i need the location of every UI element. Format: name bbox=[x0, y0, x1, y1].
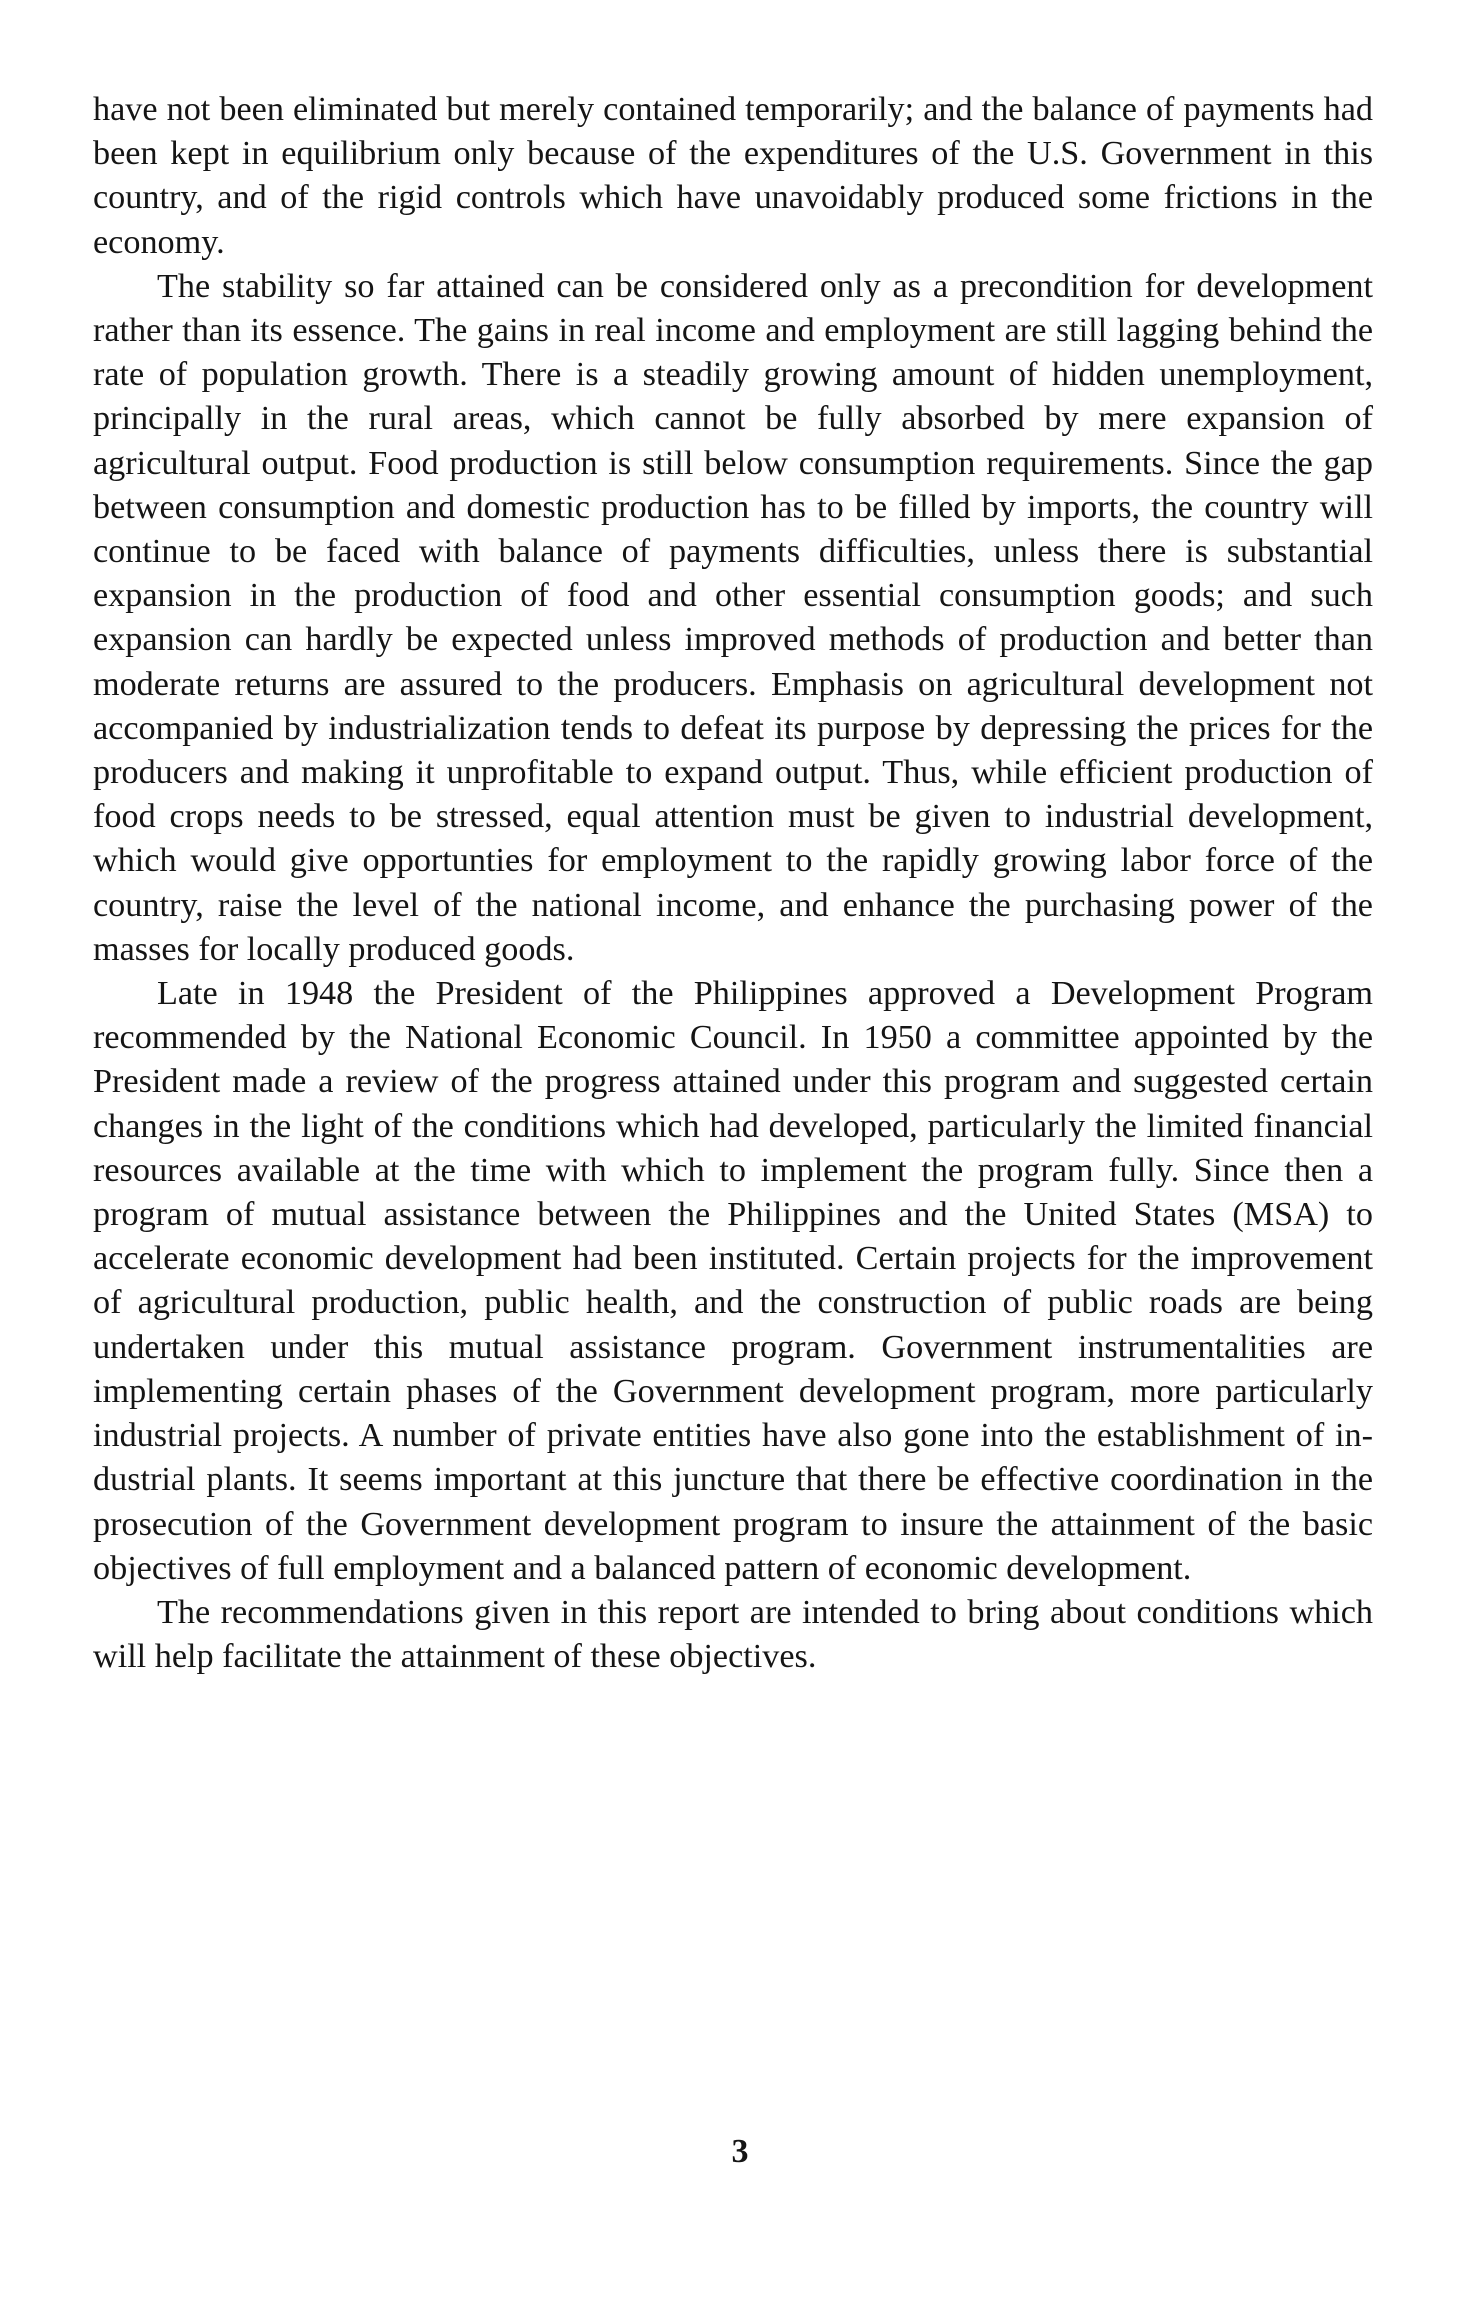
paragraph-development-program: Late in 1948 the President of the Philippines approved a Development Program recommended by the National Economic Council. In 1950 a committee appointed by the President made a review of the progress attained under this program and suggested certain changes in the light of the conditions which had developed, particularly the limited financial resources available at the time with which to implement the program fully. Since then a program of mutual assistance between the Philippines and the United States (MSA) to accelerate economic development had been instituted. Certain projects for the improvement of agricultural production, public health, and the construction of public roads are being undertaken under this mutual assistance program. Government instrumentalities are implementing certain phases of the Government development program, more particularly industrial projects. A number of private entities have also gone into the establishment of industrial plants. It seems important at this juncture that there be effective coordination in the prosecution of the Government development program to insure the attainment of the basic objectives of full employment and a balanced pattern of economic development. bbox=[93, 975, 1373, 1587]
document-page bbox=[93, 88, 1373, 1679]
paragraph-recommendations: The recommendations given in this report are intended to bring about conditions which will help facilitate the attainment of these objectives. bbox=[93, 1593, 1373, 1676]
paragraph-continuation: have not been eliminated but merely contained temporarily; and the balance of payments had been kept in equilibrium only because of the expenditures of the U.S. Government in this country, and of the rigid controls which have unavoidably produced some frictions in the economy. bbox=[93, 91, 1373, 261]
paragraph-stability: The stability so far attained can be considered only as a precondition for development rather than its essence. The gains in real income and employment are still lagging behind the rate of population growth. There is a steadily growing amount of hidden unemployment, principally in the rural areas, which cannot be fully absorbed by mere expansion of agricultural output. Food production is still below consumption requirements. Since the gap between consumption and domestic production has to be filled by imports, the country will continue to be faced with balance of payments difficulties, unless there is substantial expansion in the production of food and other essential consumption goods; and such expansion can hardly be expected unless improved methods of production and better than moderate returns are assured to the producers. Emphasis on agricultural development not accompanied by industrialization tends to defeat its purpose by depressing the prices for the producers and making it unprofitable to expand output. Thus, while efficient production of food crops needs to be stressed, equal attention must be given to industrial development, which would give opportunties for employment to the rapidly growing labor force of the country, raise the level of the national income, and enhance the purchasing power of the masses for locally produced goods. bbox=[93, 267, 1373, 968]
page-number: 3 bbox=[731, 2133, 749, 2170]
